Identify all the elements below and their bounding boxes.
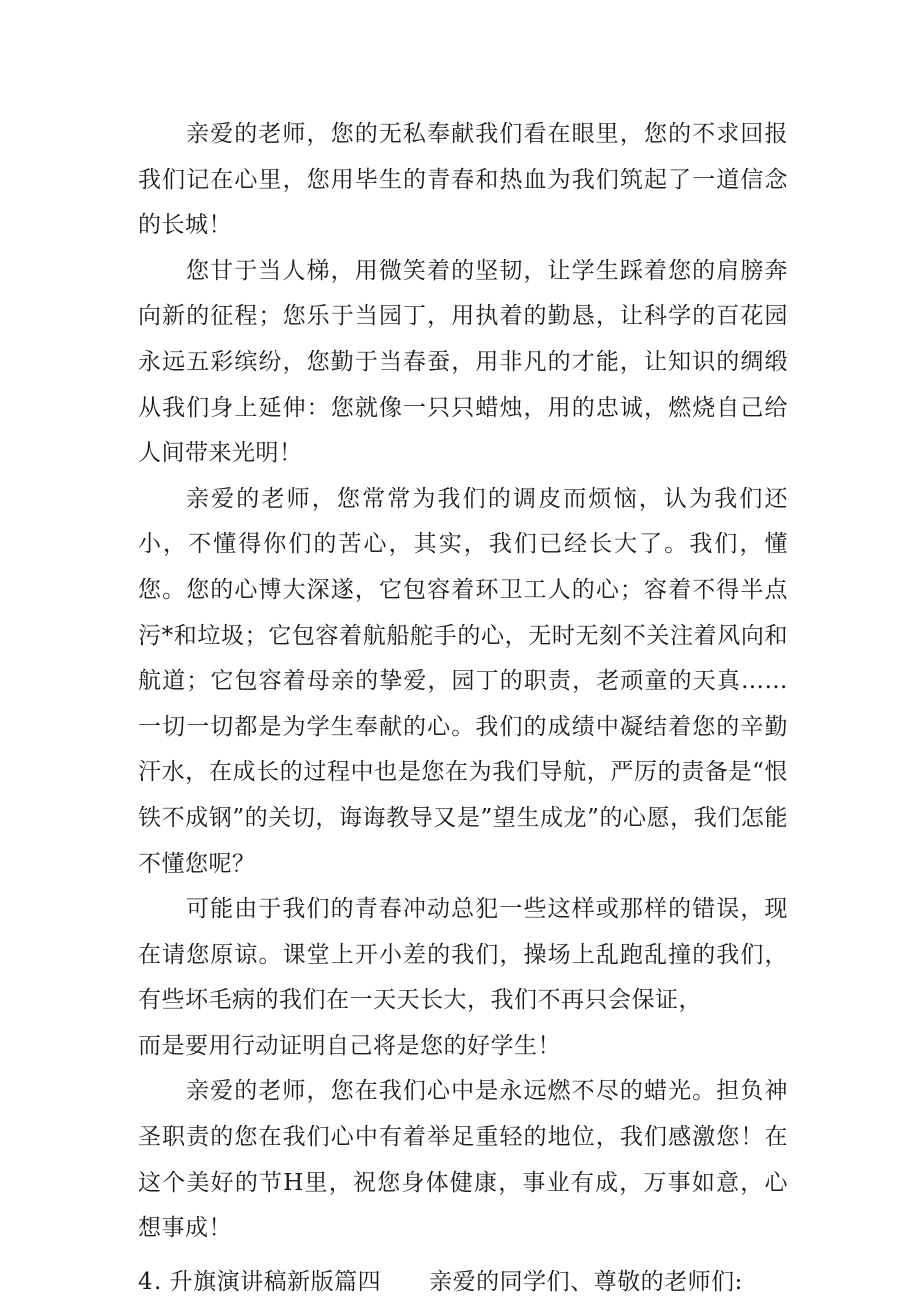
paragraph-3: 亲爱的老师，您常常为我们的调皮而烦恼，认为我们还小，不懂得你们的苦心，其实，我们已经长大了。我们，懂您。您的心博大深遂，它包容着环卫工人的心；容着不得半点污*和垃圾；它包容着航船舵手的心，无时无刻不关注着风向和航道；它包容着母亲的挚爱，园丁的职责，老顽童的天真……一切一切都是为学生奉献的心。我们的成绩中凝结着您的辛勤汗水，在成长的过程中也是您在为我们导航，严厉的责备是“恨铁不成钢”的关切，诲诲教导又是”望生成龙”的心愿，我们怎能不懂您呢？ [138, 485, 788, 877]
paragraph-5: 亲爱的老师，您在我们心中是永远燃不尽的蜡光。担负神圣职责的您在我们心中有着举足重轻的地位，我们感激您！在这个美好的节H里，祝您身体健康，事业有成，万事如意，心想事成！ [138, 1078, 788, 1242]
section-greeting: 亲爱的同学们、尊敬的老师们: [429, 1268, 743, 1295]
paragraph-1: 亲爱的老师，您的无私奉献我们看在眼里，您的不求回报我们记在心里，您用毕生的青春和热血为我们筑起了一道信念的长城！ [138, 121, 788, 239]
section-number: 4 [138, 1268, 154, 1295]
paragraph-4: 可能由于我们的青春冲动总犯一些这样或那样的错误，现在请您原谅。课堂上开小差的我们，操场上乱跑乱撞的我们，有些坏毛病的我们在一天天长大，我们不再只会保证， [138, 896, 788, 1014]
section-title: . 升旗演讲稿新版篇四 [154, 1268, 382, 1295]
paragraph-2: 您甘于当人梯，用微笑着的坚韧，让学生踩着您的肩膀奔向新的征程；您乐于当园丁，用执着的勤恳，让科学的百花园永远五彩缤纷，您勤于当春蚕，用非凡的才能，让知识的绸缎从我们身上延伸：您就像一只只蜡烛，用的忠诚，燃烧自己给人间带来光明！ [138, 257, 788, 467]
paragraph-4-continuation: 而是要用行动证明自己将是您的好学生！ [138, 1032, 561, 1059]
section-heading [138, 1260, 788, 1305]
document-body [138, 112, 788, 1305]
